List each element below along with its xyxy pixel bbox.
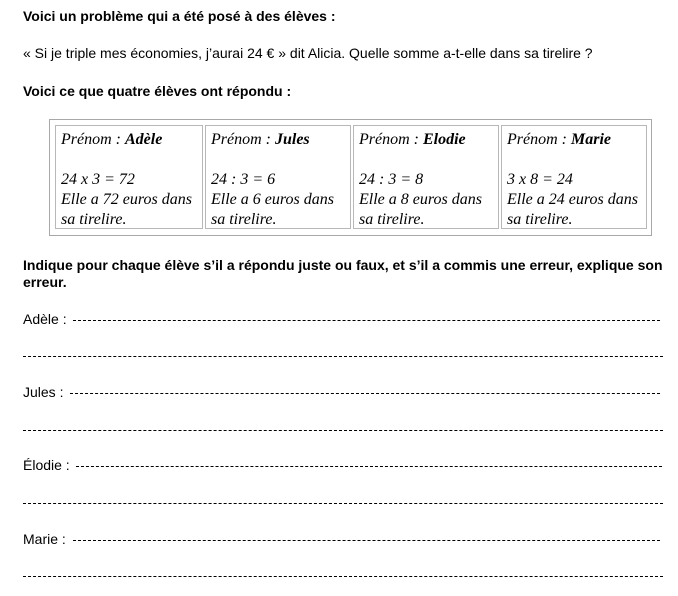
student-name-line: Prénom : Adèle [61,131,163,148]
student-cell [353,125,499,229]
student-name: Jules [274,131,310,148]
answer-label-elodie: Élodie : [23,457,70,473]
student-calculation: 3 x 8 = 24 [507,171,573,188]
intro-heading: Voici un problème qui a été posé à des élèves : [23,8,336,24]
student-cell [205,125,351,229]
answer-line-jules-continued[interactable] [23,430,663,431]
problem-statement: « Si je triple mes économies, j’aurai 24 € » dit Alicia. Quelle somme a-t-elle dans sa tirelire ? [23,45,593,61]
student-calculation: 24 : 3 = 6 [211,171,276,188]
student-name-line: Prénom : Jules [211,131,310,148]
student-name-line: Prénom : Elodie [359,131,466,148]
student-name-line: Prénom : Marie [507,131,611,148]
student-calculation: 24 : 3 = 8 [359,171,424,188]
student-sentence: Elle a 8 euros dans sa tirelire. [359,191,482,228]
answers-heading: Voici ce que quatre élèves ont répondu : [23,83,292,99]
student-name: Elodie [422,131,466,148]
student-name: Marie [570,131,611,148]
answer-label-adele: Adèle : [23,311,67,327]
answer-line-adele-continued[interactable] [23,356,663,357]
answer-line-marie-continued[interactable] [23,576,663,577]
answer-line-marie[interactable] [73,540,660,541]
question-instruction: Indique pour chaque élève s’il a répondu juste ou faux, et s’il a commis une erreur, explique son erreur. [23,257,663,290]
student-sentence: Elle a 72 euros dans sa tirelire. [61,191,192,228]
student-calculation: 24 x 3 = 72 [61,171,135,188]
student-sentence: Elle a 6 euros dans sa tirelire. [211,191,334,228]
student-name: Adèle [124,131,163,148]
answer-line-elodie-continued[interactable] [23,503,663,504]
answer-label-marie: Marie : [23,531,66,547]
answer-line-adele[interactable] [73,320,660,321]
student-cell [501,125,647,229]
student-answers-table [49,119,652,236]
answer-line-elodie[interactable] [76,466,662,467]
student-sentence: Elle a 24 euros dans sa tirelire. [507,191,638,228]
answer-line-jules[interactable] [70,393,660,394]
answer-label-jules: Jules : [23,384,64,400]
student-cell [55,125,203,229]
